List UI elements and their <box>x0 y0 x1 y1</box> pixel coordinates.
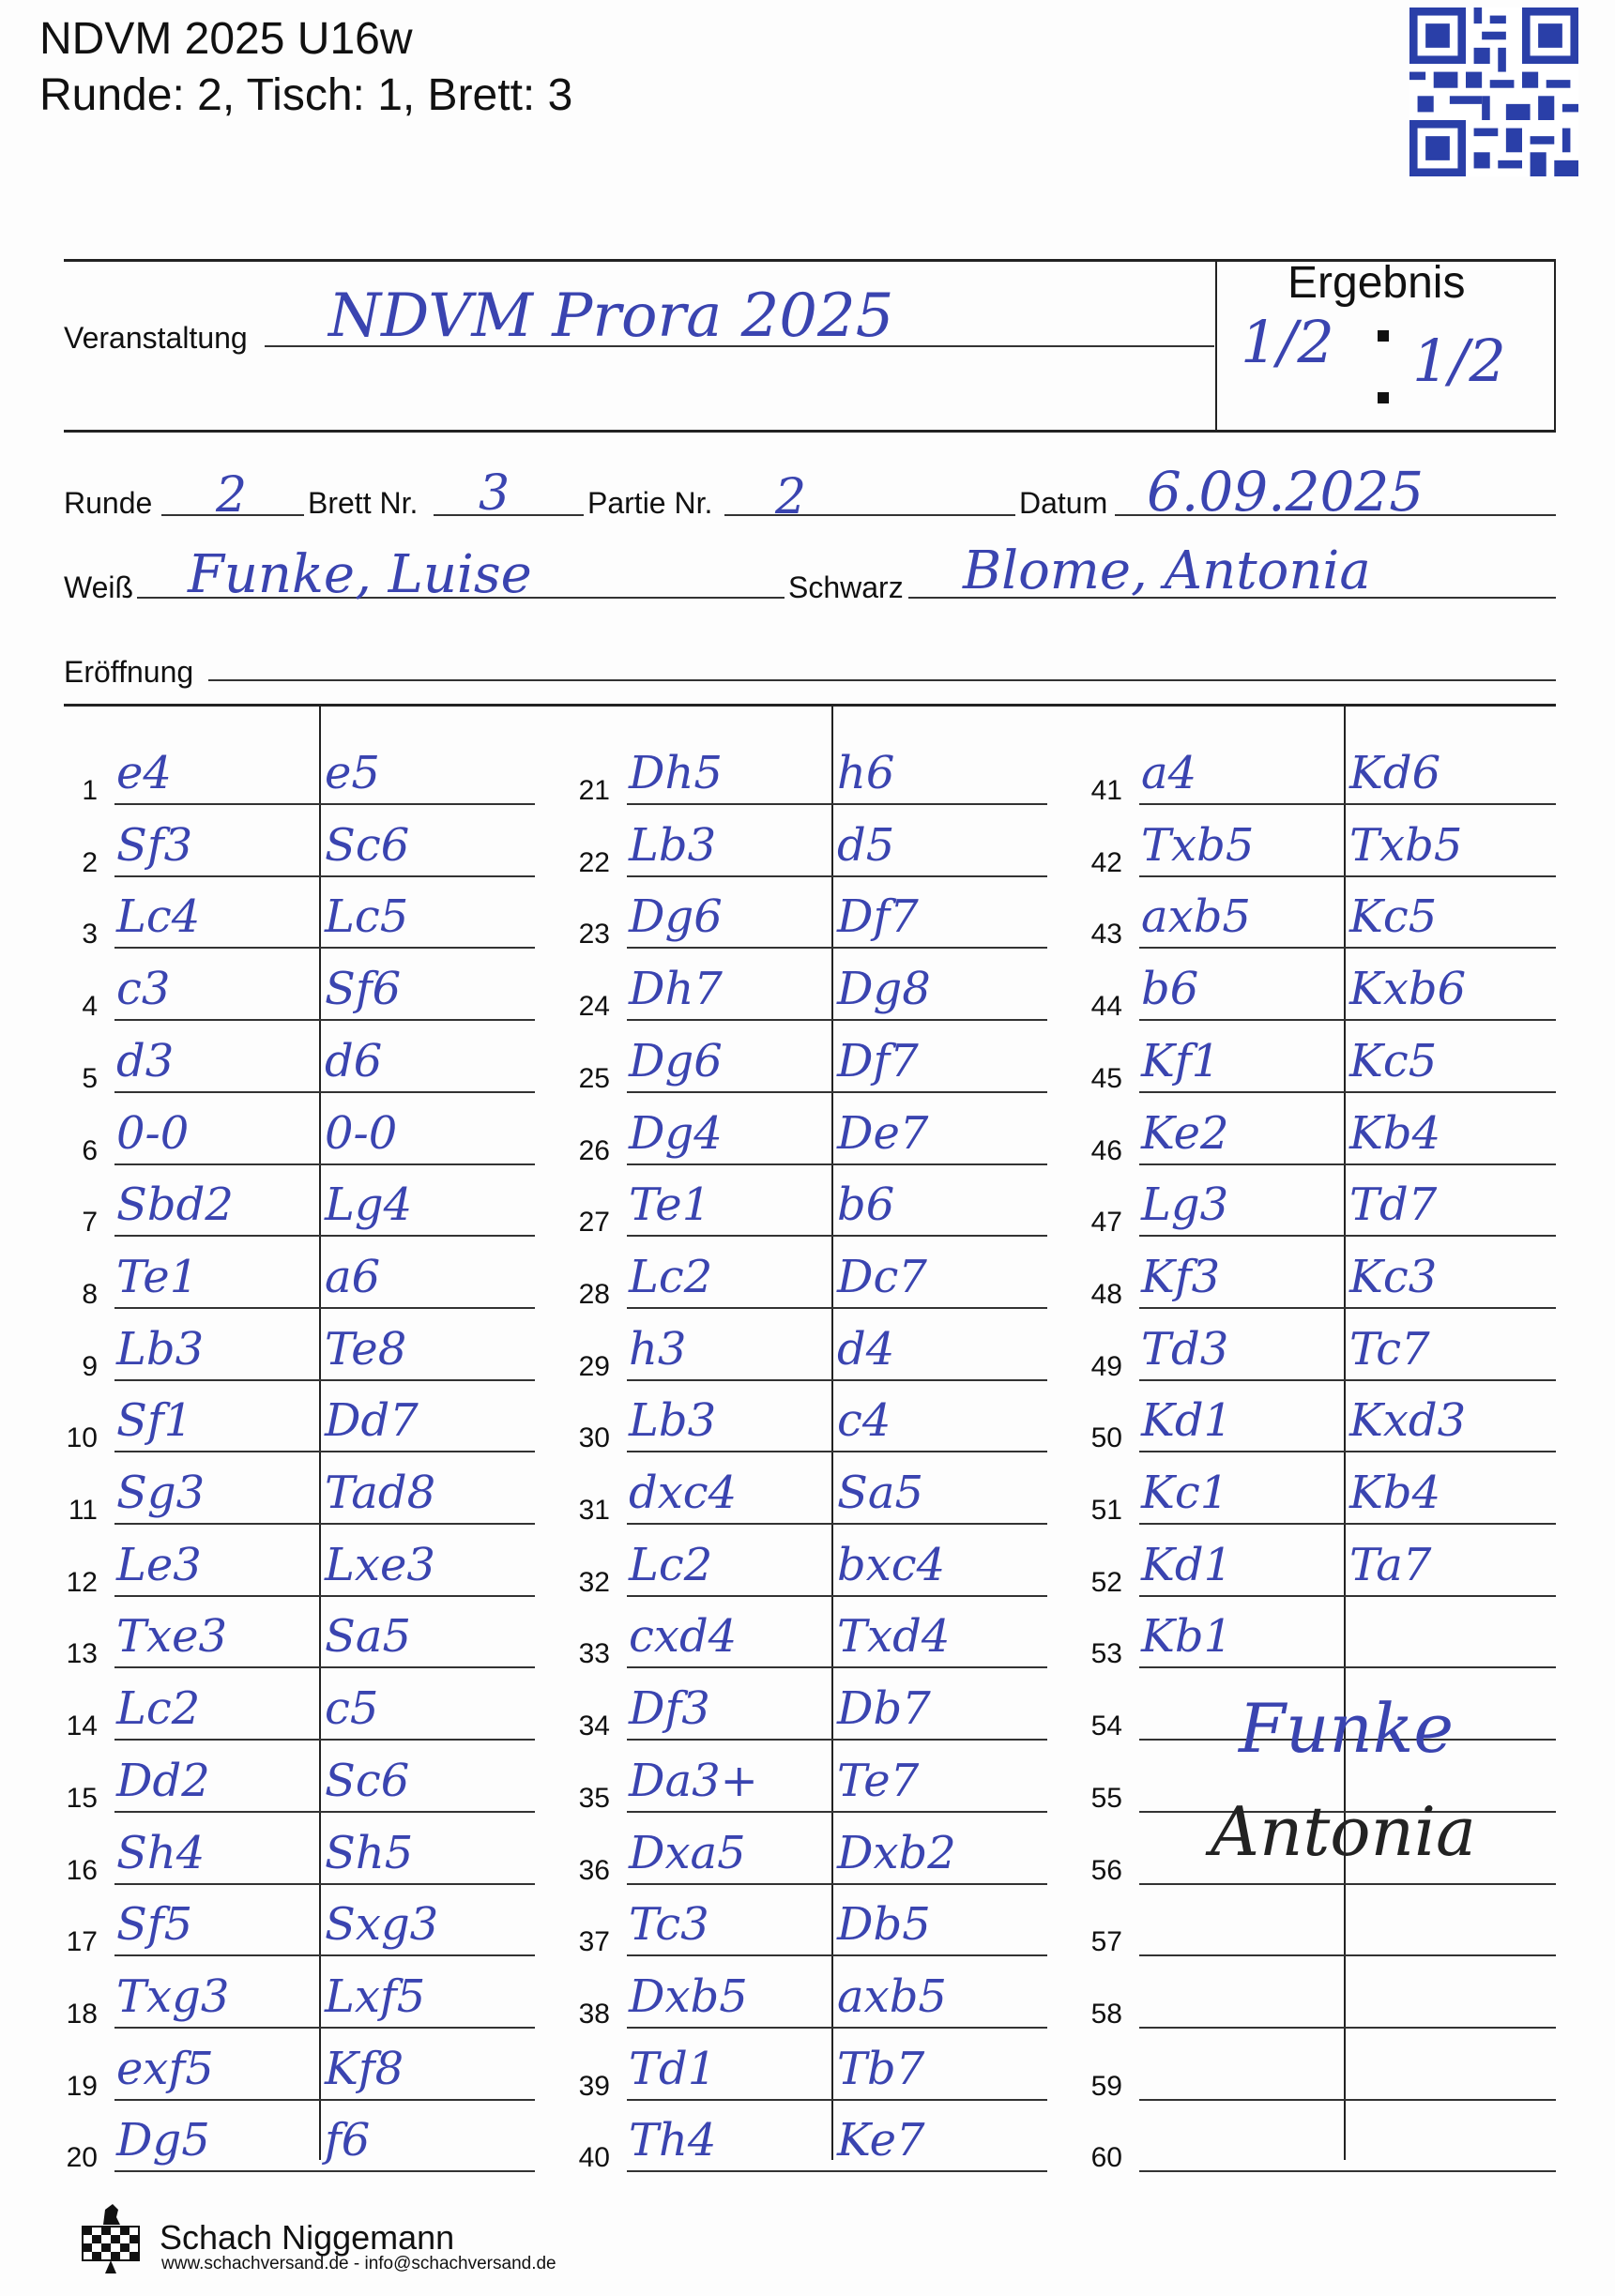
move-number: 39 <box>578 2070 610 2102</box>
move-row-line <box>1139 947 1556 949</box>
white-move: Dxb5 <box>629 1969 748 2023</box>
move-number: 30 <box>578 1422 610 1454</box>
move-row-line <box>627 875 1047 877</box>
result-separator-dot-top <box>1378 330 1389 342</box>
move-number: 9 <box>82 1350 98 1382</box>
move-number: 13 <box>66 1638 98 1670</box>
move-number: 21 <box>578 775 610 806</box>
move-row-line <box>1139 1091 1556 1093</box>
move-number: 7 <box>82 1207 98 1239</box>
col1-divider <box>319 706 321 2160</box>
move-row-line <box>1139 1163 1556 1165</box>
move-number: 50 <box>1090 1422 1122 1454</box>
col3-divider <box>1344 706 1346 2160</box>
white-move: Dh5 <box>629 747 723 799</box>
black-move: Sc6 <box>325 818 410 872</box>
move-row-line <box>627 1739 1047 1741</box>
black-move: Te8 <box>325 1322 407 1376</box>
white-move: Lc2 <box>629 1250 713 1303</box>
move-number: 26 <box>578 1134 610 1166</box>
move-number: 38 <box>578 1998 610 2030</box>
white-move: Dh7 <box>629 963 723 1016</box>
brand-name: Schach Niggemann <box>160 2218 455 2257</box>
runde-value: 2 <box>216 467 248 524</box>
ergebnis-right-border <box>1554 259 1556 432</box>
move-row-line <box>1139 803 1556 805</box>
move-row-line <box>114 2027 535 2029</box>
move-row-line <box>114 947 535 949</box>
white-move: a4 <box>1141 747 1197 799</box>
move-number: 45 <box>1090 1062 1122 1094</box>
black-move: b6 <box>837 1178 895 1232</box>
white-move: Ke2 <box>1141 1106 1229 1160</box>
white-move: Kc1 <box>1141 1467 1229 1519</box>
black-move: Sh5 <box>325 1826 414 1879</box>
black-move: Td7 <box>1349 1178 1438 1232</box>
move-number: 28 <box>578 1278 610 1310</box>
veranstaltung-value: NDVM Prora 2025 <box>328 281 894 351</box>
black-move: Ta7 <box>1349 1538 1432 1591</box>
white-move: Dg4 <box>629 1106 723 1160</box>
black-move: e5 <box>325 747 380 799</box>
partie-line <box>724 514 1015 516</box>
move-row-line <box>1139 1666 1556 1668</box>
move-number: 19 <box>66 2070 98 2102</box>
move-row-line <box>114 1739 535 1741</box>
black-move: Tb7 <box>837 2042 925 2095</box>
white-move: Dg5 <box>116 2114 210 2167</box>
white-move: Lc2 <box>116 1682 201 1736</box>
black-move: Sf6 <box>325 963 402 1016</box>
move-number: 58 <box>1090 1998 1122 2030</box>
white-move: cxd4 <box>629 1610 738 1664</box>
move-row-line <box>114 2170 535 2172</box>
move-row-line <box>1139 1307 1556 1309</box>
move-row-line <box>114 803 535 805</box>
white-move: Da3+ <box>629 1754 758 1807</box>
white-move: Sbd2 <box>116 1178 234 1232</box>
white-move: Kd1 <box>1141 1538 1233 1591</box>
move-number: 2 <box>82 846 98 878</box>
move-number: 56 <box>1090 1854 1122 1886</box>
datum-value: 6.09.2025 <box>1147 460 1425 524</box>
white-move: Dd2 <box>116 1754 210 1807</box>
black-move: Db5 <box>837 1898 931 1952</box>
eroeffnung-line <box>208 679 1556 681</box>
move-row-line <box>1139 875 1556 877</box>
white-move: c3 <box>116 963 171 1016</box>
move-number: 46 <box>1090 1134 1122 1166</box>
move-number: 36 <box>578 1854 610 1886</box>
move-row-line <box>1139 2099 1556 2101</box>
move-number: 59 <box>1090 2070 1122 2102</box>
move-number: 5 <box>82 1062 98 1094</box>
move-number: 23 <box>578 919 610 950</box>
move-row-line <box>114 1019 535 1021</box>
move-number: 17 <box>66 1926 98 1958</box>
move-number: 18 <box>66 1998 98 2030</box>
white-move: Lb3 <box>629 1394 717 1448</box>
white-move: Th4 <box>629 2114 717 2167</box>
move-number: 54 <box>1090 1711 1122 1742</box>
result-black: 1/2 <box>1412 327 1506 395</box>
black-move: Sa5 <box>325 1610 412 1664</box>
move-row-line <box>114 875 535 877</box>
white-move: 0-0 <box>116 1106 190 1160</box>
white-move: Dg6 <box>629 890 723 944</box>
move-number: 24 <box>578 991 610 1023</box>
move-number: 55 <box>1090 1782 1122 1814</box>
move-number: 4 <box>82 991 98 1023</box>
result-separator-dot-bottom <box>1378 392 1389 403</box>
black-move: Ke7 <box>837 2114 925 2167</box>
move-row-line <box>627 1379 1047 1381</box>
black-move: Txb5 <box>1349 818 1463 872</box>
move-row-line <box>114 1954 535 1956</box>
datum-label: Datum <box>1019 486 1108 520</box>
result-white: 1/2 <box>1241 308 1334 376</box>
move-number: 32 <box>578 1566 610 1598</box>
ergebnis-label: Ergebnis <box>1287 258 1466 308</box>
white-move: Dg6 <box>629 1034 723 1087</box>
move-row-line <box>114 1307 535 1309</box>
black-move: Kxd3 <box>1349 1394 1467 1448</box>
move-number: 3 <box>82 919 98 950</box>
move-row-line <box>627 2027 1047 2029</box>
move-number: 11 <box>68 1495 98 1526</box>
move-number: 14 <box>66 1711 98 1742</box>
black-move: Sa5 <box>837 1467 924 1519</box>
move-row-line <box>627 1235 1047 1237</box>
move-number: 47 <box>1090 1207 1122 1239</box>
black-move: Sxg3 <box>325 1898 439 1952</box>
black-move: Kb4 <box>1349 1106 1441 1160</box>
eroeffnung-label: Eröffnung <box>64 655 194 689</box>
move-number: 33 <box>578 1638 610 1670</box>
move-number: 53 <box>1090 1638 1122 1670</box>
white-move: d3 <box>116 1034 175 1087</box>
veranstaltung-label: Veranstaltung <box>64 321 248 355</box>
white-move: h3 <box>629 1322 687 1376</box>
ergebnis-left-border <box>1215 259 1217 432</box>
black-move: Kf8 <box>325 2042 404 2095</box>
brett-label: Brett Nr. <box>308 486 419 520</box>
move-row-line <box>627 1451 1047 1452</box>
black-move: Kxb6 <box>1349 963 1467 1016</box>
move-row-line <box>114 1379 535 1381</box>
move-row-line <box>1139 1019 1556 1021</box>
move-row-line <box>627 1595 1047 1597</box>
white-move: Tc3 <box>629 1898 709 1952</box>
white-move: Kf1 <box>1141 1034 1221 1087</box>
white-move: exf5 <box>116 2042 214 2095</box>
white-move: Le3 <box>116 1538 202 1591</box>
white-move: Lb3 <box>116 1322 205 1376</box>
header-title: NDVM 2025 U16w <box>39 14 413 64</box>
move-row-line <box>627 1019 1047 1021</box>
signature-black: Antonia <box>1211 1792 1476 1871</box>
move-row-line <box>1139 1883 1556 1885</box>
weiss-value: Funke, Luise <box>188 544 532 605</box>
move-row-line <box>1139 1523 1556 1525</box>
runde-label: Runde <box>64 486 153 520</box>
move-number: 6 <box>82 1134 98 1166</box>
black-move: Kc5 <box>1349 890 1438 944</box>
white-move: Lc2 <box>629 1538 713 1591</box>
moves-top-border <box>64 704 1556 707</box>
qr-code <box>1409 8 1578 176</box>
brand-contact: www.schachversand.de - info@schachversand.de <box>161 2254 556 2273</box>
black-move: d6 <box>325 1034 383 1087</box>
move-number: 49 <box>1090 1350 1122 1382</box>
black-move: d5 <box>837 818 895 872</box>
move-number: 16 <box>66 1854 98 1886</box>
move-number: 25 <box>578 1062 610 1094</box>
white-move: Te1 <box>116 1250 199 1303</box>
white-move: Lg3 <box>1141 1178 1229 1232</box>
black-move: bxc4 <box>837 1538 946 1591</box>
move-number: 43 <box>1090 919 1122 950</box>
move-row-line <box>627 2099 1047 2101</box>
black-move: Dc7 <box>837 1250 927 1303</box>
move-number: 48 <box>1090 1278 1122 1310</box>
white-move: Td1 <box>629 2042 717 2095</box>
move-number: 20 <box>66 2142 98 2174</box>
white-move: Te1 <box>629 1178 711 1232</box>
black-move: Tc7 <box>1349 1322 1430 1376</box>
move-row-line <box>627 1811 1047 1813</box>
move-row-line <box>114 1883 535 1885</box>
schwarz-label: Schwarz <box>788 570 904 604</box>
move-number: 40 <box>578 2142 610 2174</box>
move-row-line <box>627 1666 1047 1668</box>
move-row-line <box>114 1163 535 1165</box>
white-move: Txb5 <box>1141 818 1255 872</box>
black-move: Dd7 <box>325 1394 419 1448</box>
partie-label: Partie Nr. <box>587 486 713 520</box>
move-row-line <box>1139 2170 1556 2172</box>
header-subtitle: Runde: 2, Tisch: 1, Brett: 3 <box>39 70 573 120</box>
move-number: 41 <box>1090 775 1122 806</box>
move-row-line <box>1139 1379 1556 1381</box>
black-move: Lxf5 <box>325 1969 426 2023</box>
white-move: Kb1 <box>1141 1610 1233 1664</box>
white-move: axb5 <box>1141 890 1251 944</box>
black-move: c5 <box>325 1682 379 1736</box>
move-row-line <box>627 1307 1047 1309</box>
move-row-line <box>114 1235 535 1237</box>
move-number: 8 <box>82 1278 98 1310</box>
move-row-line <box>627 947 1047 949</box>
black-move: Kc3 <box>1349 1250 1438 1303</box>
white-move: Txg3 <box>116 1969 230 2023</box>
move-row-line <box>627 803 1047 805</box>
black-move: Dg8 <box>837 963 931 1016</box>
move-number: 22 <box>578 846 610 878</box>
black-move: Txd4 <box>837 1610 951 1664</box>
white-move: Sf3 <box>116 818 193 872</box>
black-move: Tad8 <box>325 1467 436 1519</box>
white-move: Lb3 <box>629 818 717 872</box>
move-row-line <box>627 1523 1047 1525</box>
chess-knight-logo-icon <box>77 2200 145 2275</box>
black-move: Kd6 <box>1349 747 1441 799</box>
black-move: De7 <box>837 1106 929 1160</box>
form-mid-border <box>64 430 1556 433</box>
move-row-line <box>627 1091 1047 1093</box>
move-row-line <box>114 1523 535 1525</box>
black-move: a6 <box>325 1250 381 1303</box>
black-move: Sc6 <box>325 1754 410 1807</box>
move-number: 34 <box>578 1711 610 1742</box>
black-move: Te7 <box>837 1754 920 1807</box>
col2-divider <box>831 706 833 2160</box>
move-row-line <box>114 2099 535 2101</box>
move-row-line <box>1139 1235 1556 1237</box>
white-move: Sg3 <box>116 1467 206 1519</box>
move-number: 51 <box>1090 1495 1122 1526</box>
black-move: Db7 <box>837 1682 931 1736</box>
white-move: dxc4 <box>629 1467 738 1519</box>
move-number: 27 <box>578 1207 610 1239</box>
signature-white: Funke <box>1239 1689 1454 1768</box>
move-number: 57 <box>1090 1926 1122 1958</box>
black-move: Lxe3 <box>325 1538 435 1591</box>
move-number: 42 <box>1090 846 1122 878</box>
black-move: Df7 <box>837 1034 919 1087</box>
black-move: c4 <box>837 1394 891 1448</box>
white-move: Kf3 <box>1141 1250 1221 1303</box>
move-number: 12 <box>66 1566 98 1598</box>
move-number: 31 <box>578 1495 610 1526</box>
black-move: f6 <box>325 2114 371 2167</box>
move-row-line <box>627 2170 1047 2172</box>
move-row-line <box>627 1163 1047 1165</box>
black-move: Df7 <box>837 890 919 944</box>
weiss-label: Weiß <box>64 570 134 604</box>
brett-value: 3 <box>479 465 510 522</box>
move-number: 10 <box>66 1422 98 1454</box>
move-number: 60 <box>1090 2142 1122 2174</box>
white-move: Sf1 <box>116 1394 193 1448</box>
black-move: Kb4 <box>1349 1467 1441 1519</box>
move-row-line <box>1139 1451 1556 1452</box>
move-row-line <box>1139 1954 1556 1956</box>
move-number: 1 <box>82 775 98 806</box>
white-move: Kd1 <box>1141 1394 1233 1448</box>
move-row-line <box>114 1595 535 1597</box>
move-number: 29 <box>578 1350 610 1382</box>
black-move: Dxb2 <box>837 1826 956 1879</box>
white-move: e4 <box>116 747 172 799</box>
move-row-line <box>627 1954 1047 1956</box>
white-move: Dxa5 <box>629 1826 746 1879</box>
black-move: axb5 <box>837 1969 947 2023</box>
move-row-line <box>114 1451 535 1452</box>
white-move: Sh4 <box>116 1826 206 1879</box>
white-move: Lc4 <box>116 890 201 944</box>
white-move: Td3 <box>1141 1322 1229 1376</box>
move-number: 37 <box>578 1926 610 1958</box>
white-move: Sf5 <box>116 1898 193 1952</box>
black-move: d4 <box>837 1322 895 1376</box>
move-row-line <box>114 1811 535 1813</box>
schwarz-value: Blome, Antonia <box>963 540 1371 601</box>
black-move: 0-0 <box>325 1106 398 1160</box>
move-number: 35 <box>578 1782 610 1814</box>
move-number: 52 <box>1090 1566 1122 1598</box>
move-row-line <box>627 1883 1047 1885</box>
white-move: Txe3 <box>116 1610 228 1664</box>
white-move: b6 <box>1141 963 1199 1016</box>
black-move: h6 <box>837 747 895 799</box>
move-row-line <box>114 1091 535 1093</box>
black-move: Kc5 <box>1349 1034 1438 1087</box>
move-row-line <box>1139 2027 1556 2029</box>
black-move: Lc5 <box>325 890 409 944</box>
black-move: Lg4 <box>325 1178 413 1232</box>
partie-value: 2 <box>775 469 807 525</box>
move-number: 15 <box>66 1782 98 1814</box>
move-number: 44 <box>1090 991 1122 1023</box>
white-move: Df3 <box>629 1682 710 1736</box>
move-row-line <box>1139 1595 1556 1597</box>
move-row-line <box>114 1666 535 1668</box>
